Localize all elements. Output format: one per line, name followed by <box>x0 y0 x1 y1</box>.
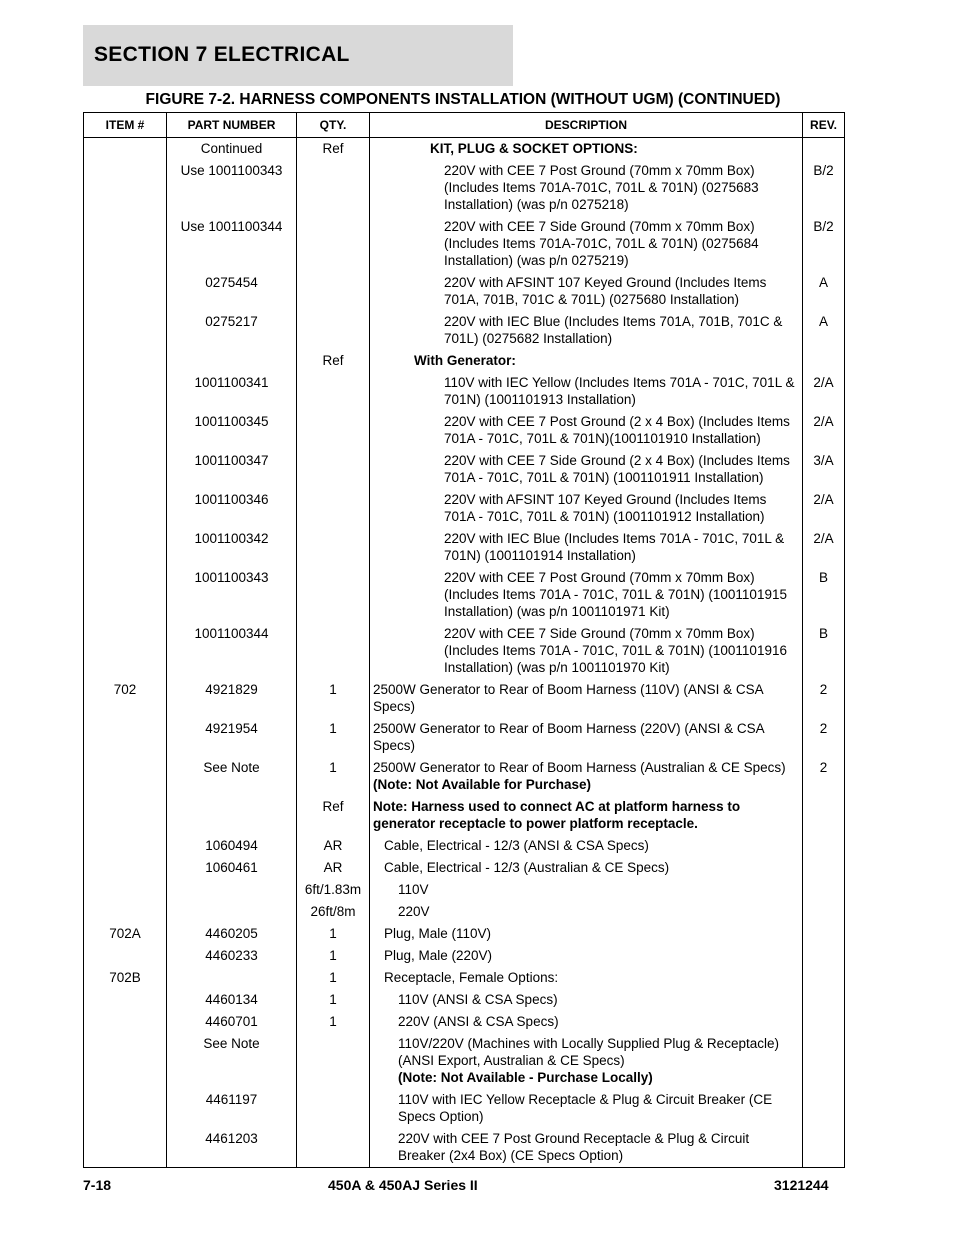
part-number-cell: Use 1001100344 <box>167 216 297 272</box>
part-number-cell <box>167 879 297 901</box>
table-row <box>84 796 845 835</box>
part-number-cell: 4460134 <box>167 989 297 1011</box>
description-text: 220V <box>398 904 430 919</box>
part-number-cell <box>167 796 297 835</box>
item-number-cell <box>84 1128 167 1168</box>
description-text: Cable, Electrical - 12/3 (ANSI & CSA Specs) <box>384 838 649 853</box>
description-text: 220V with CEE 7 Post Ground (70mm x 70mm Box) (Includes Items 701A - 701C, 701L & 701N) (1001101915 Installation) (was p/n 1001101971 Kit) <box>444 570 787 619</box>
rev-cell: 2/A <box>803 528 845 567</box>
part-number-cell <box>167 350 297 372</box>
description-cell <box>370 160 803 216</box>
part-number-cell: 1001100342 <box>167 528 297 567</box>
qty-cell <box>297 1128 370 1168</box>
item-number-cell <box>84 901 167 923</box>
table-row <box>84 567 845 623</box>
rev-cell <box>803 989 845 1011</box>
item-number-cell: 702 <box>84 679 167 718</box>
qty-cell: 1 <box>297 757 370 796</box>
description-cell <box>370 623 803 679</box>
table-row <box>84 857 845 879</box>
description-text: 110V (ANSI & CSA Specs) <box>398 992 558 1007</box>
description-text: KIT, PLUG & SOCKET OPTIONS: <box>430 141 638 156</box>
description-note: (Note: Not Available - Purchase Locally) <box>398 1070 653 1085</box>
qty-cell <box>297 623 370 679</box>
part-number-cell: 1060461 <box>167 857 297 879</box>
rev-cell <box>803 879 845 901</box>
footer-model: 450A & 450AJ Series II <box>328 1177 478 1193</box>
part-number-cell: 4460205 <box>167 923 297 945</box>
qty-cell: Ref <box>297 138 370 161</box>
rev-cell: B/2 <box>803 160 845 216</box>
description-cell <box>370 272 803 311</box>
description-text: 110V <box>398 882 429 897</box>
item-number-cell <box>84 1033 167 1089</box>
part-number-cell: 1001100346 <box>167 489 297 528</box>
qty-cell: 26ft/8m <box>297 901 370 923</box>
description-cell <box>370 372 803 411</box>
rev-cell: 2/A <box>803 411 845 450</box>
table-row <box>84 372 845 411</box>
item-number-cell <box>84 489 167 528</box>
description-cell <box>370 901 803 923</box>
footer-doc-number: 3121244 <box>774 1177 829 1193</box>
item-number-cell <box>84 879 167 901</box>
table-row <box>84 1011 845 1033</box>
table-row <box>84 489 845 528</box>
description-cell <box>370 923 803 945</box>
rev-cell: 2/A <box>803 489 845 528</box>
table-row <box>84 160 845 216</box>
description-cell <box>370 567 803 623</box>
table-row <box>84 411 845 450</box>
part-number-cell: 4461197 <box>167 1089 297 1128</box>
description-text: Note: Harness used to connect AC at platform harness to generator receptacle to power platform receptacle. <box>373 799 741 831</box>
item-number-cell <box>84 372 167 411</box>
part-number-cell: 4460233 <box>167 945 297 967</box>
qty-cell: 1 <box>297 967 370 989</box>
part-number-cell: 1001100344 <box>167 623 297 679</box>
part-number-cell <box>167 901 297 923</box>
rev-cell <box>803 967 845 989</box>
part-number-cell: 1001100343 <box>167 567 297 623</box>
item-number-cell: 702A <box>84 923 167 945</box>
qty-cell: Ref <box>297 350 370 372</box>
part-number-cell: 0275454 <box>167 272 297 311</box>
qty-cell <box>297 272 370 311</box>
table-row <box>84 923 845 945</box>
qty-cell: AR <box>297 857 370 879</box>
item-number-cell <box>84 1011 167 1033</box>
rev-cell: 2 <box>803 718 845 757</box>
rev-cell <box>803 835 845 857</box>
rev-cell: 3/A <box>803 450 845 489</box>
rev-cell: A <box>803 311 845 350</box>
description-cell <box>370 450 803 489</box>
table-header-row <box>84 113 845 138</box>
qty-cell: 6ft/1.83m <box>297 879 370 901</box>
qty-cell: 1 <box>297 1011 370 1033</box>
rev-cell <box>803 138 845 161</box>
description-cell <box>370 718 803 757</box>
description-cell <box>370 1089 803 1128</box>
rev-cell <box>803 1033 845 1089</box>
description-text: 220V with IEC Blue (Includes Items 701A, 701B, 701C & 701L) (0275682 Installation) <box>444 314 783 346</box>
table-row <box>84 311 845 350</box>
description-text: Plug, Male (110V) <box>384 926 492 941</box>
item-number-cell <box>84 216 167 272</box>
description-text: 220V with CEE 7 Side Ground (70mm x 70mm Box) (Includes Items 701A - 701C, 701L & 701N) (1001101916 Installation) (was p/n 1001101970 Kit) <box>444 626 787 675</box>
item-number-cell <box>84 160 167 216</box>
description-cell <box>370 796 803 835</box>
description-cell <box>370 216 803 272</box>
item-number-cell <box>84 528 167 567</box>
rev-cell <box>803 1128 845 1168</box>
item-number-cell <box>84 350 167 372</box>
rev-cell: 2/A <box>803 372 845 411</box>
item-number-cell <box>84 796 167 835</box>
part-number-cell: 1001100341 <box>167 372 297 411</box>
qty-cell: 1 <box>297 989 370 1011</box>
description-text: 2500W Generator to Rear of Boom Harness (220V) (ANSI & CSA Specs) <box>373 721 764 753</box>
table-row <box>84 1128 845 1168</box>
item-number-cell <box>84 945 167 967</box>
table-row <box>84 989 845 1011</box>
rev-cell <box>803 1089 845 1128</box>
table-row <box>84 1089 845 1128</box>
qty-cell <box>297 160 370 216</box>
item-number-cell <box>84 623 167 679</box>
qty-cell: 1 <box>297 923 370 945</box>
description-cell <box>370 757 803 796</box>
description-cell <box>370 1128 803 1168</box>
header-part-number: PART NUMBER <box>167 113 297 138</box>
description-text: Plug, Male (220V) <box>384 948 493 963</box>
item-number-cell <box>84 567 167 623</box>
table-row <box>84 1033 845 1089</box>
table-row <box>84 757 845 796</box>
qty-cell <box>297 1033 370 1089</box>
part-number-cell: 4921954 <box>167 718 297 757</box>
rev-cell: 2 <box>803 679 845 718</box>
table-row <box>84 879 845 901</box>
description-cell <box>370 489 803 528</box>
rev-cell: B <box>803 567 845 623</box>
rev-cell <box>803 1011 845 1033</box>
header-description: DESCRIPTION <box>370 113 803 138</box>
description-cell <box>370 679 803 718</box>
qty-cell: 1 <box>297 679 370 718</box>
item-number-cell <box>84 857 167 879</box>
qty-cell: Ref <box>297 796 370 835</box>
table-row <box>84 623 845 679</box>
section-title: SECTION 7 ELECTRICAL <box>94 43 350 66</box>
item-number-cell <box>84 835 167 857</box>
header-qty: QTY. <box>297 113 370 138</box>
description-cell <box>370 967 803 989</box>
table-row <box>84 350 845 372</box>
rev-cell <box>803 923 845 945</box>
rev-cell: B <box>803 623 845 679</box>
item-number-cell <box>84 450 167 489</box>
qty-cell <box>297 311 370 350</box>
description-cell <box>370 311 803 350</box>
part-number-cell: 0275217 <box>167 311 297 350</box>
item-number-cell <box>84 718 167 757</box>
header-rev: REV. <box>803 113 845 138</box>
description-cell <box>370 835 803 857</box>
description-text: 110V/220V (Machines with Locally Supplied Plug & Receptacle) (ANSI Export, Australian & CE Specs) <box>398 1036 779 1068</box>
item-number-cell <box>84 138 167 161</box>
description-text: 2500W Generator to Rear of Boom Harness (110V) (ANSI & CSA Specs) <box>373 682 763 714</box>
item-number-cell <box>84 272 167 311</box>
footer-page-number: 7-18 <box>83 1177 112 1193</box>
qty-cell <box>297 567 370 623</box>
item-number-cell: 702B <box>84 967 167 989</box>
item-number-cell <box>84 757 167 796</box>
rev-cell <box>803 945 845 967</box>
rev-cell <box>803 796 845 835</box>
rev-cell <box>803 857 845 879</box>
qty-cell <box>297 528 370 567</box>
description-note: (Note: Not Available for Purchase) <box>373 777 592 792</box>
table-row <box>84 718 845 757</box>
description-text: 110V with IEC Yellow Receptacle & Plug & Circuit Breaker (CE Specs Option) <box>398 1092 773 1124</box>
table-row <box>84 528 845 567</box>
table-row <box>84 679 845 718</box>
part-number-cell: 1001100347 <box>167 450 297 489</box>
description-text: 220V with CEE 7 Post Ground (2 x 4 Box) (Includes Items 701A - 701C, 701L & 701N)(1001101910 Installation) <box>444 414 790 446</box>
qty-cell <box>297 1089 370 1128</box>
item-number-cell <box>84 411 167 450</box>
table-row <box>84 901 845 923</box>
qty-cell: 1 <box>297 945 370 967</box>
part-number-cell: Use 1001100343 <box>167 160 297 216</box>
description-cell <box>370 528 803 567</box>
qty-cell <box>297 411 370 450</box>
table-row <box>84 450 845 489</box>
qty-cell: 1 <box>297 718 370 757</box>
table-row <box>84 272 845 311</box>
table-row <box>84 967 845 989</box>
part-number-cell: 4460701 <box>167 1011 297 1033</box>
description-text: 220V with CEE 7 Side Ground (70mm x 70mm Box) (Includes Items 701A-701C, 701L & 701N) (0275684 Installation) (was p/n 0275219) <box>444 219 759 268</box>
qty-cell <box>297 489 370 528</box>
description-text: 110V with IEC Yellow (Includes Items 701A - 701C, 701L & 701N) (1001101913 Installation) <box>444 375 795 407</box>
description-cell <box>370 1011 803 1033</box>
rev-cell <box>803 901 845 923</box>
item-number-cell <box>84 1089 167 1128</box>
description-text: 220V with CEE 7 Side Ground (2 x 4 Box) (Includes Items 701A - 701C, 701L & 701N) (1001101911 Installation) <box>444 453 790 485</box>
description-text: With Generator: <box>414 353 516 368</box>
figure-title: FIGURE 7-2. HARNESS COMPONENTS INSTALLATION (WITHOUT UGM) (CONTINUED) <box>145 91 781 108</box>
description-cell <box>370 1033 803 1089</box>
qty-cell <box>297 372 370 411</box>
part-number-cell <box>167 967 297 989</box>
parts-table-body <box>84 138 845 1168</box>
rev-cell: A <box>803 272 845 311</box>
parts-table <box>83 112 845 1168</box>
rev-cell: B/2 <box>803 216 845 272</box>
description-text: 220V with AFSINT 107 Keyed Ground (Includes Items 701A, 701B, 701C & 701L) (0275680 Installation) <box>444 275 767 307</box>
description-text: 220V (ANSI & CSA Specs) <box>398 1014 559 1029</box>
description-text: 220V with CEE 7 Post Ground (70mm x 70mm Box) (Includes Items 701A-701C, 701L & 701N) (0275683 Installation) (was p/n 0275218) <box>444 163 759 212</box>
description-cell <box>370 879 803 901</box>
qty-cell <box>297 450 370 489</box>
part-number-cell: See Note <box>167 757 297 796</box>
rev-cell: 2 <box>803 757 845 796</box>
header-item: ITEM # <box>84 113 167 138</box>
description-cell <box>370 945 803 967</box>
table-row <box>84 216 845 272</box>
part-number-cell: 4461203 <box>167 1128 297 1168</box>
description-cell <box>370 989 803 1011</box>
qty-cell <box>297 216 370 272</box>
description-text: Receptacle, Female Options: <box>384 970 559 985</box>
description-cell <box>370 138 803 161</box>
description-text: Cable, Electrical - 12/3 (Australian & CE Specs) <box>384 860 670 875</box>
description-cell <box>370 411 803 450</box>
table-row <box>84 835 845 857</box>
item-number-cell <box>84 989 167 1011</box>
part-number-cell: 4921829 <box>167 679 297 718</box>
section-banner <box>83 25 513 86</box>
part-number-cell: 1060494 <box>167 835 297 857</box>
item-number-cell <box>84 311 167 350</box>
part-number-cell: Continued <box>167 138 297 161</box>
description-text: 220V with IEC Blue (Includes Items 701A - 701C, 701L & 701N) (1001101914 Installation) <box>444 531 785 563</box>
description-cell <box>370 857 803 879</box>
table-row <box>84 945 845 967</box>
description-text: 220V with CEE 7 Post Ground Receptacle & Plug & Circuit Breaker (2x4 Box) (CE Specs Option) <box>398 1131 750 1163</box>
description-text: 220V with AFSINT 107 Keyed Ground (Includes Items 701A - 701C, 701L & 701N) (1001101912 Installation) <box>444 492 767 524</box>
description-cell <box>370 350 803 372</box>
qty-cell: AR <box>297 835 370 857</box>
part-number-cell: See Note <box>167 1033 297 1089</box>
table-row <box>84 138 845 161</box>
description-text: 2500W Generator to Rear of Boom Harness (Australian & CE Specs) <box>373 760 786 775</box>
part-number-cell: 1001100345 <box>167 411 297 450</box>
rev-cell <box>803 350 845 372</box>
